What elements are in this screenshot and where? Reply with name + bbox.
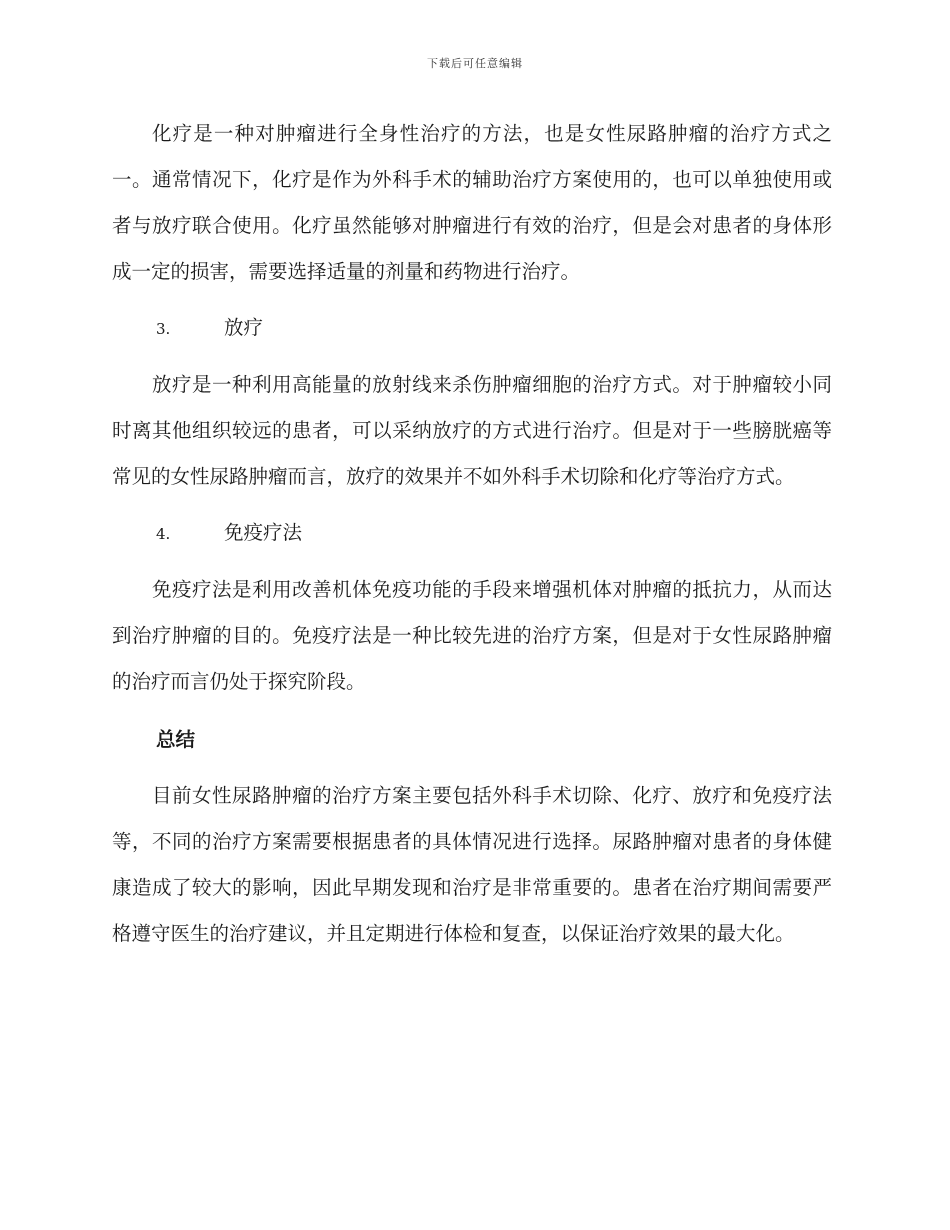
paragraph-summary: 目前女性尿路肿瘤的治疗方案主要包括外科手术切除、化疗、放疗和免疫疗法等，不同的治疗方案需要根据患者的具体情况进行选择。尿路肿瘤对患者的身体健康造成了较大的影响，因此早期发现和治疗是非常重要的。患者在治疗期间需要严格遵守医生的治疗建议，并且定期进行体检和复查，以保证治疗效果的最大化。 <box>112 784 832 945</box>
section-heading-immunotherapy <box>112 510 832 557</box>
summary-heading: 总结 <box>156 728 196 751</box>
header-note: 下载后可任意编辑 <box>427 57 523 70</box>
section-heading-radiotherapy <box>112 305 832 352</box>
section-title: 免疫疗法 <box>224 521 303 544</box>
section-number: 3. <box>156 320 171 338</box>
paragraph-radiotherapy: 放疗是一种利用高能量的放射线来杀伤肿瘤细胞的治疗方式。对于肿瘤较小同时离其他组织较远的患者，可以采纳放疗的方式进行治疗。但是对于一些膀胱癌等常见的女性尿路肿瘤而言，放疗的效果并不如外科手术切除和化疗等治疗方式。 <box>112 373 832 488</box>
paragraph-immunotherapy: 免疫疗法是利用改善机体免疫功能的手段来增强机体对肿瘤的抵抗力，从而达到治疗肿瘤的目的。免疫疗法是一种比较先进的治疗方案，但是对于女性尿路肿瘤的治疗而言仍处于探究阶段。 <box>112 578 832 693</box>
document-body <box>112 111 832 957</box>
section-title: 放疗 <box>224 316 264 339</box>
paragraph-chemotherapy: 化疗是一种对肿瘤进行全身性治疗的方法，也是女性尿路肿瘤的治疗方式之一。通常情况下，化疗是作为外科手术的辅助治疗方案使用的，也可以单独使用或者与放疗联合使用。化疗虽然能够对肿瘤进行有效的治疗，但是会对患者的身体形成一定的损害，需要选择适量的剂量和药物进行治疗。 <box>112 122 832 283</box>
section-number: 4. <box>156 525 171 543</box>
